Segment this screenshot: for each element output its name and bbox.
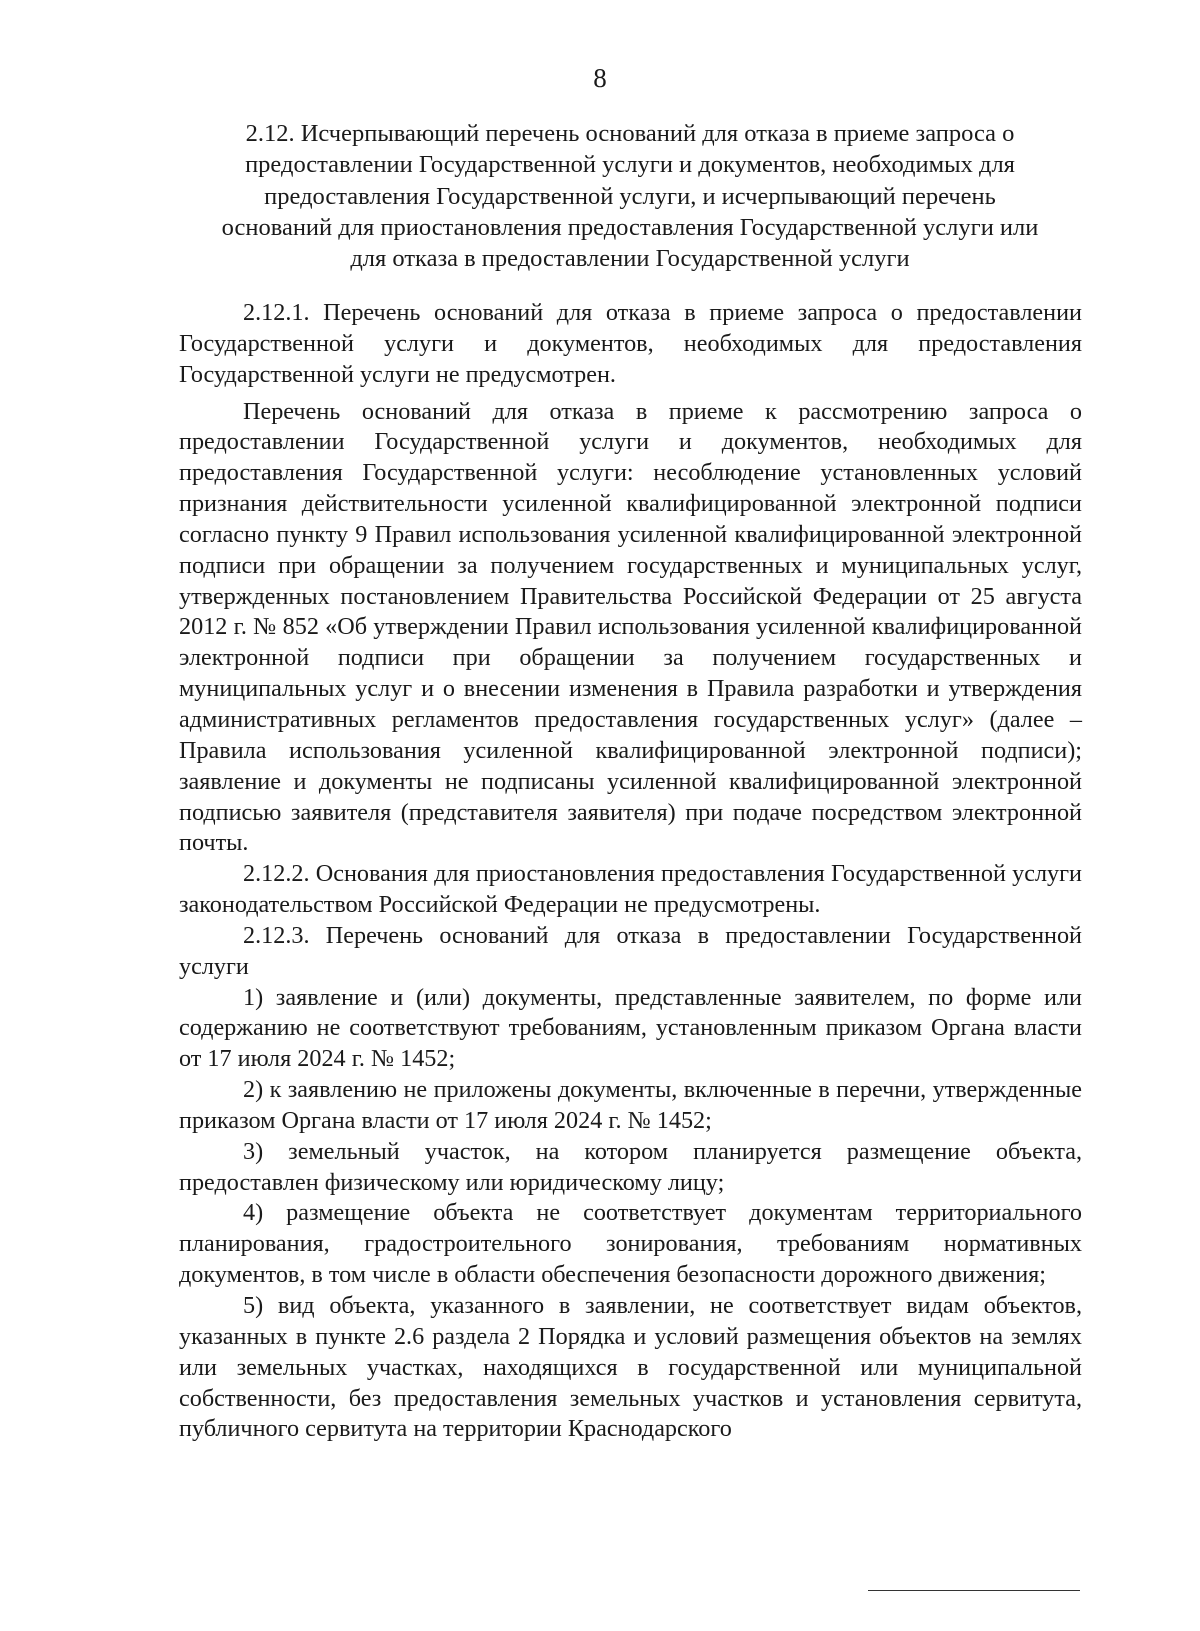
page-number: 8 [593, 63, 607, 93]
document-body [179, 298, 1082, 1445]
list-item-1: 1) заявление и (или) документы, представленные заявителем, по форме или содержанию не соответствуют требованиям, установленным приказом Органа власти от 17 июля 2024 г. № 1452; [179, 983, 1082, 1073]
heading-line: для отказа в предоставлении Государственной услуги [350, 245, 910, 273]
paragraph-2-12-2: 2.12.2. Основания для приостановления предоставления Государственной услуги законодательством Российской Федерации не предусмотрены. [179, 860, 1082, 919]
heading-line: предоставления Государственной услуги, и исчерпывающий перечень [264, 182, 996, 210]
paragraph-2-12-1: 2.12.1. Перечень оснований для отказа в приеме запроса о предоставлении Государственной услуги и документов, необходимых для предоставления Государственной услуги не предусмотрен. [179, 299, 1082, 388]
heading-line: предоставлении Государственной услуги и документов, необходимых для [245, 151, 1015, 179]
list-item-4: 4) размещение объекта не соответствует документам территориального планирования, градостроительного зонирования, требованиям нормативных документов, в том числе в области обеспечения безопасности дорожного движения; [179, 1199, 1082, 1289]
list-item-2: 2) к заявлению не приложены документы, включенные в перечни, утвержденные приказом Органа власти от 17 июля 2024 г. № 1452; [179, 1076, 1082, 1134]
heading-line: оснований для приостановления предоставления Государственной услуги или [221, 213, 1039, 241]
heading-line: 2.12. Исчерпывающий перечень оснований для отказа в приеме запроса о [245, 120, 1015, 147]
section-heading [190, 118, 1070, 274]
footnote-divider [868, 1590, 1080, 1591]
paragraph-2-12-3: 2.12.3. Перечень оснований для отказа в предоставлении Государственной услуги [179, 921, 1082, 980]
list-item-3: 3) земельный участок, на котором планируется размещение объекта, предоставлен физическому или юридическому лицу; [179, 1137, 1082, 1196]
paragraph-refusal-grounds: Перечень оснований для отказа в приеме к рассмотрению запроса о предоставлении Государственной услуги и документов, необходимых для предоставления Государственной услуги: несоблюдение установленных условий признания действительности усиленной квалифицированной электронной подписи согласно пункту 9 Правил использования усиленной квалифицированной электронной подписи при обращении за получением государственных и муниципальных услуг, утвержденных постановлением Правительства Российской Федерации от 25 августа 2012 г. № 852 «Об утверждении Правил использования усиленной квалифицированной электронной подписи при обращении за получением государственных и муниципальных услуг и о внесении изменения в Правила разработки и утверждения административных регламентов предоставления государственных услуг» (далее – Правила использования усиленной квалифицированной электронной подписи); заявление и документы не подписаны усиленной квалифицированной электронной подписью заявителя (представителя заявителя) при подаче посредством электронной почты. [179, 397, 1082, 857]
list-item-5: 5) вид объекта, указанного в заявлении, не соответствует видам объектов, указанных в пункте 2.6 раздела 2 Порядка и условий размещения объектов на землях или земельных участках, находящихся в государственной или муниципальной собственности, без предоставления земельных участков и установления сервитута, публичного сервитута на территории Краснодарского [179, 1292, 1082, 1443]
